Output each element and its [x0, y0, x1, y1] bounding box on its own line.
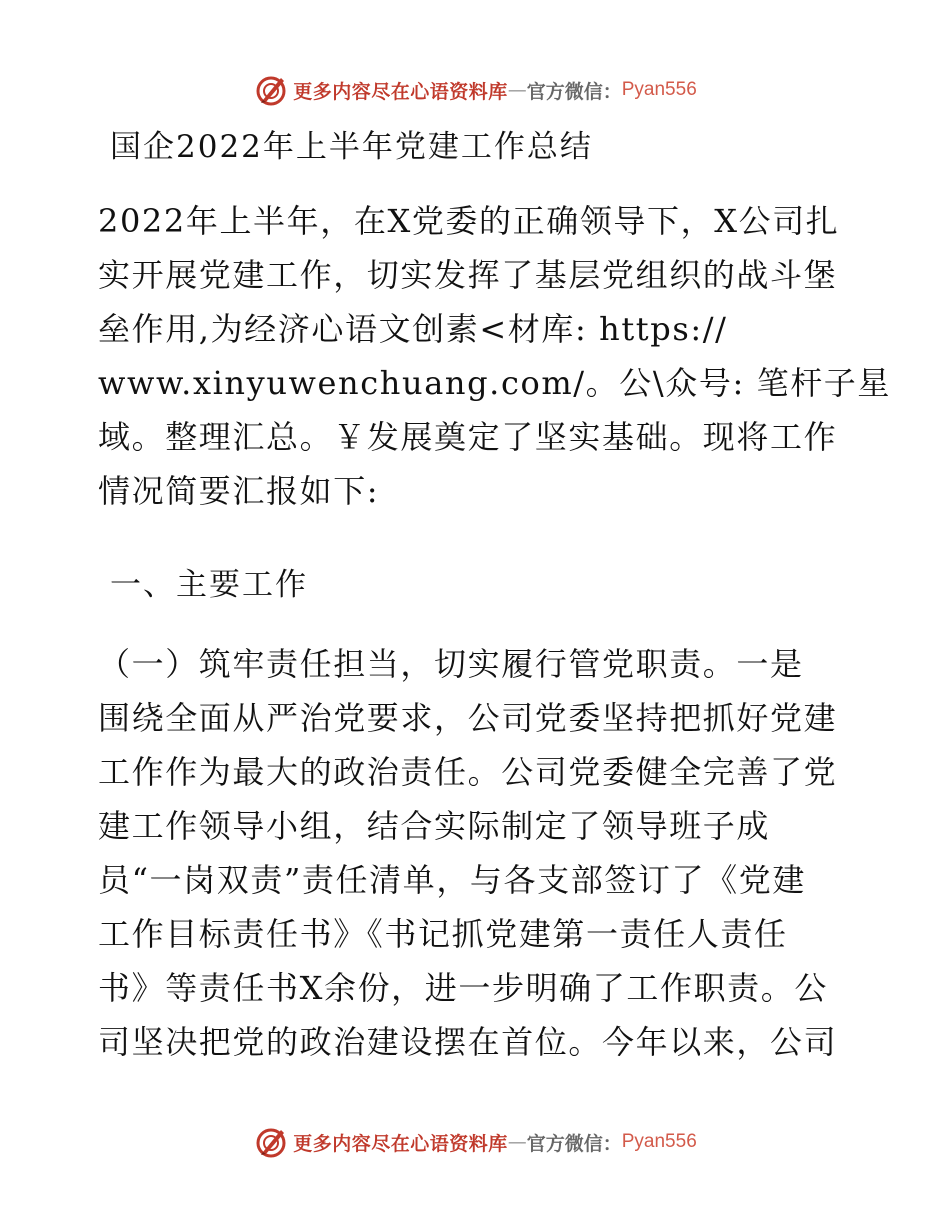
brand-logo-icon [253, 1124, 289, 1160]
text-line: 司坚决把党的政治建设摆在首位。今年以来，公司 [98, 1023, 838, 1061]
text-line: （一）筑牢责任担当，切实履行管党职责。一是 [98, 645, 804, 683]
text-line: 工作目标责任书》《书记抓党建第一责任人责任 [98, 915, 788, 953]
text-line: 建工作领导小组，结合实际制定了领导班子成 [98, 807, 771, 845]
banner-text: 更多内容尽在心语资料库 [293, 80, 508, 103]
text-line: 书》等责任书X余份，进一步明确了工作职责。公 [98, 969, 828, 1007]
text-line: 域。整理汇总。￥发展奠定了坚实基础。现将工作 [98, 418, 838, 456]
text-line: 员“一岗双责”责任清单，与各支部签订了《党建 [98, 861, 806, 899]
banner-wechat-id: Pyan556 [621, 1131, 697, 1152]
text-line: www.xinyuwenchuang.com/。公\众号: 笔杆子星 [98, 364, 891, 402]
text-line: 垒作用,为经济心语文创素<材库: https:// [98, 310, 728, 348]
footer-banner [0, 1122, 950, 1162]
text-line: 实开展党建工作，切实发挥了基层党组织的战斗堡 [98, 256, 838, 294]
text-line: 情况简要汇报如下: [98, 472, 380, 510]
text-line: 工作作为最大的政治责任。公司党委健全完善了党 [98, 753, 838, 791]
document-title: 国企2022年上半年党建工作总结 [110, 129, 593, 165]
intro-paragraph [98, 194, 891, 518]
banner-dash: — [507, 1131, 527, 1153]
banner-text: 更多内容尽在心语资料库 [293, 1132, 508, 1155]
section-heading: 一、主要工作 [110, 567, 308, 603]
header-banner [0, 70, 950, 110]
brand-logo-icon [253, 72, 289, 108]
text-line: 2022年上半年，在X党委的正确领导下，X公司扎 [98, 202, 840, 240]
body-paragraph [98, 637, 858, 1069]
banner-label: 官方微信： [526, 1132, 622, 1155]
banner-label: 官方微信： [526, 80, 622, 103]
text-line: 围绕全面从严治党要求，公司党委坚持把抓好党建 [98, 699, 838, 737]
banner-wechat-id: Pyan556 [621, 79, 697, 100]
banner-dash: — [507, 79, 527, 101]
